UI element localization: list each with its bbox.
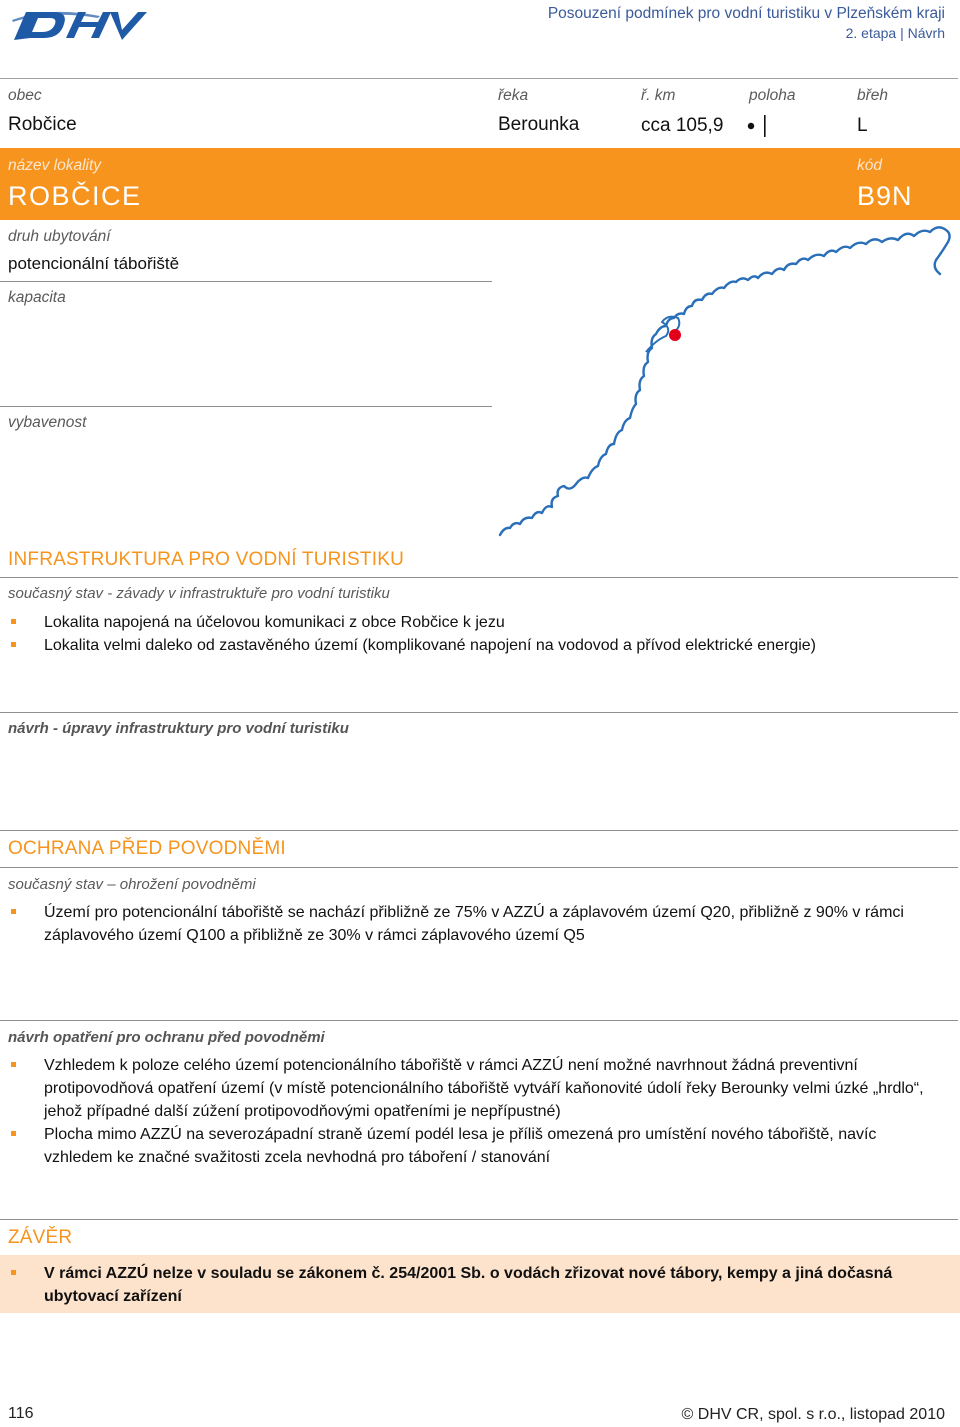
flood-proposal-divider — [0, 1020, 958, 1021]
conclusion-text-part2: o vodách zřizovat nové tábory, kempy a jiná dočasná ubytovací zařízení — [44, 1265, 893, 1305]
orange-square-bullet-icon — [11, 1270, 16, 1275]
footer-copyright: © DHV CR, spol. s r.o., listopad 2010 — [681, 1406, 945, 1423]
accommodation-type-value: potencionální tábořiště — [8, 254, 180, 273]
orange-square-bullet-icon — [11, 642, 16, 647]
locality-name-label: název lokality — [8, 157, 102, 174]
list-item — [8, 634, 948, 657]
locality-band — [0, 148, 960, 220]
header-divider — [0, 78, 958, 79]
reka-label: řeka — [498, 87, 529, 104]
locality-code: B9N — [857, 181, 913, 211]
accommodation-type-label: druh ubytování — [8, 228, 111, 245]
flood-proposal-label: návrh opatření pro ochranu před povodněmi — [8, 1029, 325, 1046]
list-item-text: Vzhledem k poloze celého území potencionálního tábořiště v rámci AZZÚ není možné navrhnout žádná preventivní protipovodňová opatření území (v místě potencionálního tábořiště vytváří kaňonovité údolí řeky Berounky velmi úzké „hrdlo“, jehož případné další zúžení protipovodňovými opatřeními je nepřípustné) — [44, 1057, 924, 1120]
locality-code-label: kód — [857, 157, 882, 174]
list-item-text: Lokalita napojená na účelovou komunikaci z obce Robčice k jezu — [44, 614, 505, 631]
orange-square-bullet-icon — [11, 909, 16, 914]
list-item-text: Plocha mimo AZZÚ na severozápadní straně území podél lesa je příliš omezená pro umístění nového tábořiště, navíc vzhledem ke značné svažitosti zcela nevhodná pro táboření / stanování — [44, 1126, 877, 1166]
capacity-divider — [0, 406, 492, 407]
capacity-label: kapacita — [8, 289, 66, 306]
flood-current-label: současný stav – ohrožení povodněmi — [8, 876, 256, 893]
flood-current-list — [8, 901, 938, 947]
list-item — [8, 1262, 938, 1308]
conclusion-list — [8, 1262, 938, 1308]
stage-label: 2. etapa — [845, 25, 897, 41]
accommodation-divider — [0, 281, 492, 282]
river-map — [496, 222, 956, 544]
list-item-text: Lokalita velmi daleko od zastavěného území (komplikované napojení na vodovod a přívod elektrické energie) — [44, 637, 817, 654]
river-line — [500, 227, 950, 535]
flood-title: OCHRANA PŘED POVODNĚMI — [8, 838, 286, 859]
list-item — [8, 1123, 938, 1169]
stage-separator: | — [900, 25, 908, 41]
breh-value: L — [857, 115, 868, 136]
bank-position-icon — [746, 114, 770, 138]
document-title: Posouzení podmínek pro vodní turistiku v Plzeňském kraji — [547, 5, 945, 22]
page-number: 116 — [8, 1405, 34, 1422]
document-stage — [846, 25, 945, 41]
km-label: ř. km — [641, 87, 676, 104]
reka-value: Berounka — [498, 114, 580, 135]
river-map-svg — [496, 222, 956, 544]
list-item — [8, 901, 938, 947]
infra-proposal-divider — [0, 712, 958, 713]
list-item — [8, 1054, 938, 1123]
part-label: Návrh — [907, 25, 945, 41]
infra-proposal-label: návrh - úpravy infrastruktury pro vodní turistiku — [8, 720, 349, 737]
infrastructure-title: INFRASTRUKTURA PRO VODNÍ TURISTIKU — [8, 549, 404, 570]
conclusion-text-part1: V rámci AZZÚ nelze v souladu se zákonem č. 254/2001 Sb. — [44, 1265, 486, 1282]
conclusion-title: ZÁVĚR — [8, 1227, 73, 1248]
infra-current-label: současný stav - závady v infrastruktuře pro vodní turistiku — [8, 585, 390, 602]
flood-current-divider — [0, 867, 958, 868]
orange-square-bullet-icon — [11, 619, 16, 624]
orange-square-bullet-icon — [11, 1062, 16, 1067]
infra-current-list — [8, 611, 948, 657]
km-value: cca 105,9 — [641, 115, 724, 136]
obec-value: Robčice — [8, 114, 77, 135]
infra-current-divider — [0, 577, 958, 578]
poloha-label: poloha — [749, 87, 796, 104]
conclusion-top-divider — [0, 1219, 958, 1220]
list-item — [8, 611, 948, 634]
equipment-label: vybavenost — [8, 414, 87, 431]
orange-square-bullet-icon — [11, 1131, 16, 1136]
flood-top-divider — [0, 830, 958, 831]
breh-label: břeh — [857, 87, 889, 104]
obec-label: obec — [8, 87, 42, 104]
locality-name: ROBČICE — [8, 181, 142, 211]
list-item-text: Území pro potencionální tábořiště se nachází přibližně ze 75% v AZZÚ a záplavovém území Q20, přibližně z 90% v rámci záplavového území Q100 a přibližně ze 30% v rámci záplavového území Q5 — [44, 904, 904, 944]
dhv-logo-icon — [10, 4, 148, 46]
red-dot-marker-icon — [669, 329, 681, 341]
flood-proposal-list — [8, 1054, 938, 1169]
company-logo — [10, 4, 148, 46]
